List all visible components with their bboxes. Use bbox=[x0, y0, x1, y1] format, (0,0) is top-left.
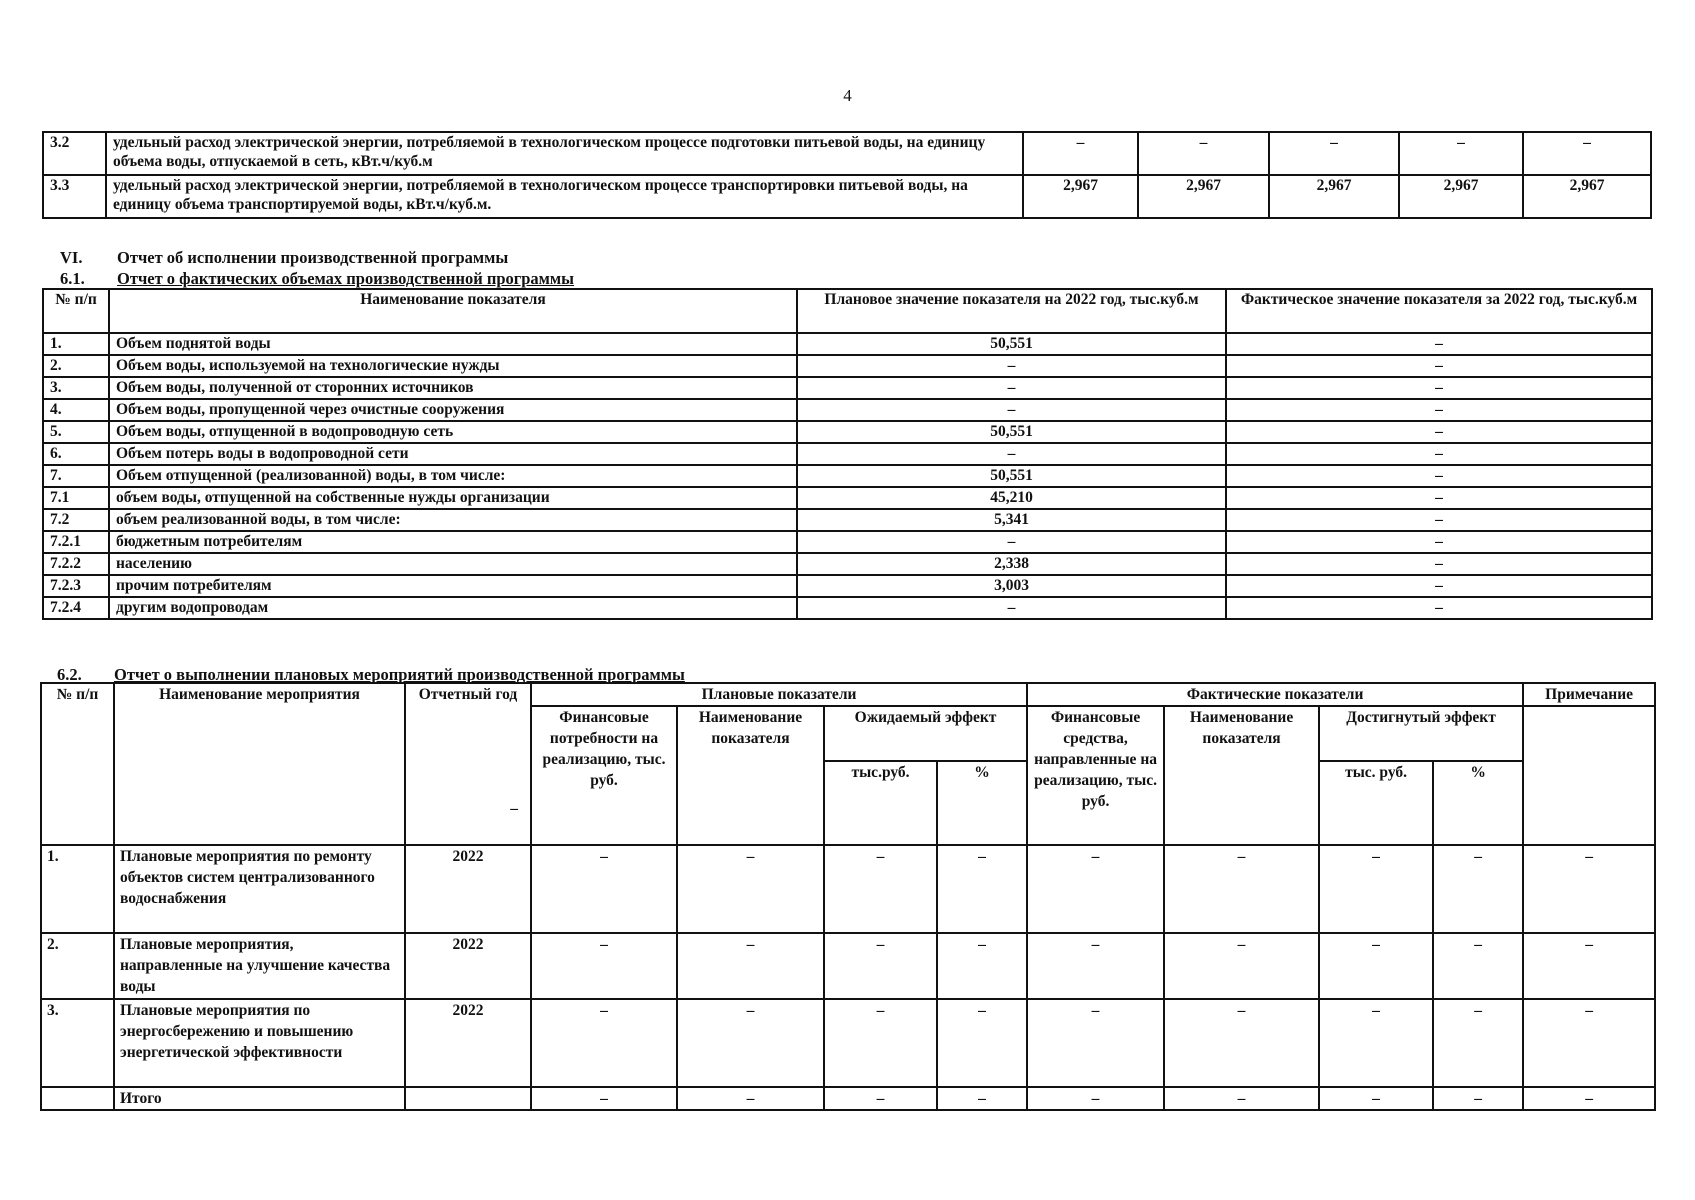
value-cell: – bbox=[1433, 1087, 1523, 1110]
value-cell: 2,967 bbox=[1023, 175, 1138, 218]
row-number: 7.2.1 bbox=[43, 531, 109, 553]
table-row bbox=[43, 421, 1652, 443]
value-cell: – bbox=[824, 933, 937, 999]
header-year-label: Отчетный год bbox=[418, 686, 518, 703]
value-cell: – bbox=[937, 999, 1027, 1087]
indicator-name: удельный расход электрической энергии, потребляемой в технологическом процессе транспортировки питьевой воды, на единицу объема транспортируемой воды, кВт.ч/куб.м. bbox=[106, 175, 1023, 218]
section-number: VI. bbox=[60, 248, 83, 267]
measure-name: Плановые мероприятия по энергосбережению и повышению энергетической эффективности bbox=[114, 999, 405, 1087]
measure-name: Плановые мероприятия, направленные на улучшение качества воды bbox=[114, 933, 405, 999]
total-row bbox=[41, 1087, 1655, 1110]
value-cell: – bbox=[1164, 845, 1319, 933]
table-row bbox=[43, 175, 1651, 218]
plan-value: – bbox=[797, 597, 1226, 619]
indicator-name: прочим потребителям bbox=[109, 575, 797, 597]
value-cell: – bbox=[1523, 1087, 1655, 1110]
indicator-name: Объем воды, отпущенной в водопроводную сеть bbox=[109, 421, 797, 443]
value-cell: – bbox=[1164, 933, 1319, 999]
indicator-name: удельный расход электрической энергии, потребляемой в технологическом процессе подготовки питьевой воды, на единицу объема воды, отпускаемой в сеть, кВт.ч/куб.м bbox=[106, 132, 1023, 175]
header-plan-rub: тыс.руб. bbox=[824, 761, 937, 845]
report-year: 2022 bbox=[405, 845, 531, 933]
value-cell: – bbox=[1027, 1087, 1164, 1110]
value-cell: – bbox=[1164, 999, 1319, 1087]
indicator-name: другим водопроводам bbox=[109, 597, 797, 619]
report-year: 2022 bbox=[405, 933, 531, 999]
value-cell: – bbox=[1269, 132, 1399, 175]
row-number: 7.2.4 bbox=[43, 597, 109, 619]
plan-value: – bbox=[797, 399, 1226, 421]
energy-consumption-table bbox=[42, 131, 1652, 219]
table-header-row bbox=[41, 683, 1655, 706]
plan-value: 3,003 bbox=[797, 575, 1226, 597]
indicator-name: Объем поднятой воды bbox=[109, 333, 797, 355]
row-number: 7. bbox=[43, 465, 109, 487]
value-cell: – bbox=[1523, 132, 1651, 175]
measures-table bbox=[40, 682, 1656, 1111]
plan-value: 50,551 bbox=[797, 465, 1226, 487]
header-plan-pct: % bbox=[937, 761, 1027, 845]
section-title: Отчет о выполнении плановых мероприятий производственной программы bbox=[114, 665, 685, 684]
row-number: 3. bbox=[43, 377, 109, 399]
header-plan-group: Плановые показатели bbox=[531, 683, 1027, 706]
value-cell: – bbox=[1319, 933, 1433, 999]
header-fact-rub: тыс. руб. bbox=[1319, 761, 1433, 845]
fact-value: – bbox=[1226, 443, 1652, 465]
table-row bbox=[43, 377, 1652, 399]
row-number: 7.1 bbox=[43, 487, 109, 509]
table-row bbox=[43, 443, 1652, 465]
row-number: 7.2.3 bbox=[43, 575, 109, 597]
indicator-name: объем воды, отпущенной на собственные нужды организации bbox=[109, 487, 797, 509]
value-cell: – bbox=[1164, 1087, 1319, 1110]
value-cell: – bbox=[531, 999, 677, 1087]
measure-name: Плановые мероприятия по ремонту объектов систем централизованного водоснабжения bbox=[114, 845, 405, 933]
header-fact-pct: % bbox=[1433, 761, 1523, 845]
row-number-empty bbox=[41, 1087, 114, 1110]
value-cell: – bbox=[677, 933, 824, 999]
fact-value: – bbox=[1226, 575, 1652, 597]
fact-value: – bbox=[1226, 487, 1652, 509]
volumes-body bbox=[43, 333, 1652, 619]
indicator-name: объем реализованной воды, в том числе: bbox=[109, 509, 797, 531]
plan-value: – bbox=[797, 443, 1226, 465]
row-number: 7.2 bbox=[43, 509, 109, 531]
value-cell: – bbox=[824, 999, 937, 1087]
page-number: 4 bbox=[843, 86, 852, 105]
value-cell: – bbox=[1523, 933, 1655, 999]
fact-value: – bbox=[1226, 509, 1652, 531]
fact-value: – bbox=[1226, 597, 1652, 619]
row-number: 1. bbox=[43, 333, 109, 355]
section-number: 6.1. bbox=[60, 269, 85, 288]
fact-value: – bbox=[1226, 531, 1652, 553]
total-label: Итого bbox=[114, 1087, 405, 1110]
table-row bbox=[43, 399, 1652, 421]
table-header-row bbox=[43, 289, 1652, 333]
header-fact-indicator: Наименование показателя bbox=[1164, 706, 1319, 845]
row-number: 2. bbox=[43, 355, 109, 377]
header-note-empty bbox=[1523, 706, 1655, 845]
value-cell: – bbox=[824, 1087, 937, 1110]
value-cell: 2,967 bbox=[1269, 175, 1399, 218]
row-number: 6. bbox=[43, 443, 109, 465]
section-title: Отчет о фактических объемах производственной программы bbox=[117, 269, 575, 288]
table-row bbox=[41, 999, 1655, 1087]
fact-value: – bbox=[1226, 553, 1652, 575]
table-row bbox=[43, 465, 1652, 487]
header-year-dash: – bbox=[510, 800, 518, 817]
header-plan: Плановое значение показателя на 2022 год, тыс.куб.м bbox=[797, 289, 1226, 333]
header-number: № п/п bbox=[41, 683, 114, 845]
section-title: Отчет об исполнении производственной программы bbox=[117, 248, 509, 267]
table-row bbox=[43, 333, 1652, 355]
value-cell: – bbox=[1319, 845, 1433, 933]
plan-value: 50,551 bbox=[797, 333, 1226, 355]
value-cell: – bbox=[531, 933, 677, 999]
table-row bbox=[43, 487, 1652, 509]
indicator-name: Объем отпущенной (реализованной) воды, в том числе: bbox=[109, 465, 797, 487]
table-row bbox=[43, 531, 1652, 553]
report-year-empty bbox=[405, 1087, 531, 1110]
plan-value: 5,341 bbox=[797, 509, 1226, 531]
plan-value: 2,338 bbox=[797, 553, 1226, 575]
table-row bbox=[43, 597, 1652, 619]
row-number: 1. bbox=[41, 845, 114, 933]
table-row bbox=[41, 845, 1655, 933]
header-name: Наименование мероприятия bbox=[114, 683, 405, 845]
value-cell: – bbox=[1523, 845, 1655, 933]
section-heading-6-1 bbox=[60, 269, 574, 289]
value-cell: – bbox=[1523, 999, 1655, 1087]
row-number: 3. bbox=[41, 999, 114, 1087]
fact-value: – bbox=[1226, 355, 1652, 377]
table-row bbox=[43, 553, 1652, 575]
value-cell: – bbox=[677, 845, 824, 933]
value-cell: – bbox=[937, 933, 1027, 999]
section-number: 6.2. bbox=[57, 665, 82, 684]
table-row bbox=[43, 132, 1651, 175]
value-cell: – bbox=[1027, 845, 1164, 933]
fact-value: – bbox=[1226, 333, 1652, 355]
value-cell: 2,967 bbox=[1523, 175, 1651, 218]
value-cell: 2,967 bbox=[1138, 175, 1269, 218]
fact-value: – bbox=[1226, 377, 1652, 399]
row-number: 3.2 bbox=[43, 132, 106, 175]
row-number: 7.2.2 bbox=[43, 553, 109, 575]
indicator-name: Объем потерь воды в водопроводной сети bbox=[109, 443, 797, 465]
value-cell: – bbox=[1399, 132, 1523, 175]
plan-value: – bbox=[797, 531, 1226, 553]
value-cell: – bbox=[1433, 845, 1523, 933]
value-cell: – bbox=[1023, 132, 1138, 175]
volumes-table bbox=[42, 288, 1653, 620]
fact-value: – bbox=[1226, 421, 1652, 443]
indicator-name: Объем воды, пропущенной через очистные сооружения bbox=[109, 399, 797, 421]
value-cell: – bbox=[531, 1087, 677, 1110]
report-year: 2022 bbox=[405, 999, 531, 1087]
indicator-name: бюджетным потребителям bbox=[109, 531, 797, 553]
fact-value: – bbox=[1226, 399, 1652, 421]
value-cell: 2,967 bbox=[1399, 175, 1523, 218]
plan-value: 50,551 bbox=[797, 421, 1226, 443]
value-cell: – bbox=[1027, 933, 1164, 999]
row-number: 3.3 bbox=[43, 175, 106, 218]
header-number: № п/п bbox=[43, 289, 109, 333]
indicator-name: Объем воды, используемой на технологические нужды bbox=[109, 355, 797, 377]
indicator-name: Объем воды, полученной от сторонних источников bbox=[109, 377, 797, 399]
plan-value: – bbox=[797, 355, 1226, 377]
header-name: Наименование показателя bbox=[109, 289, 797, 333]
value-cell: – bbox=[1138, 132, 1269, 175]
header-year bbox=[405, 683, 531, 845]
header-fact: Фактическое значение показателя за 2022 год, тыс.куб.м bbox=[1226, 289, 1652, 333]
table-row bbox=[43, 575, 1652, 597]
value-cell: – bbox=[824, 845, 937, 933]
header-plan-effect: Ожидаемый эффект bbox=[824, 706, 1027, 761]
value-cell: – bbox=[1433, 999, 1523, 1087]
value-cell: – bbox=[1433, 933, 1523, 999]
value-cell: – bbox=[531, 845, 677, 933]
row-number: 2. bbox=[41, 933, 114, 999]
header-fact-group: Фактические показатели bbox=[1027, 683, 1523, 706]
plan-value: 45,210 bbox=[797, 487, 1226, 509]
fact-value: – bbox=[1226, 465, 1652, 487]
value-cell: – bbox=[937, 1087, 1027, 1110]
plan-value: – bbox=[797, 377, 1226, 399]
table-row bbox=[41, 933, 1655, 999]
header-plan-indicator: Наименование показателя bbox=[677, 706, 824, 845]
header-note: Примечание bbox=[1523, 683, 1655, 706]
value-cell: – bbox=[677, 999, 824, 1087]
table-row bbox=[43, 509, 1652, 531]
table-row bbox=[43, 355, 1652, 377]
row-number: 5. bbox=[43, 421, 109, 443]
value-cell: – bbox=[1027, 999, 1164, 1087]
header-plan-financing: Финансовые потребности на реализацию, тыс. руб. bbox=[531, 706, 677, 845]
value-cell: – bbox=[677, 1087, 824, 1110]
row-number: 4. bbox=[43, 399, 109, 421]
header-fact-financing: Финансовые средства, направленные на реализацию, тыс. руб. bbox=[1027, 706, 1164, 845]
header-fact-effect: Достигнутый эффект bbox=[1319, 706, 1523, 761]
value-cell: – bbox=[1319, 999, 1433, 1087]
value-cell: – bbox=[1319, 1087, 1433, 1110]
section-heading-6 bbox=[60, 248, 508, 268]
measures-body bbox=[41, 845, 1655, 1110]
indicator-name: населению bbox=[109, 553, 797, 575]
value-cell: – bbox=[937, 845, 1027, 933]
